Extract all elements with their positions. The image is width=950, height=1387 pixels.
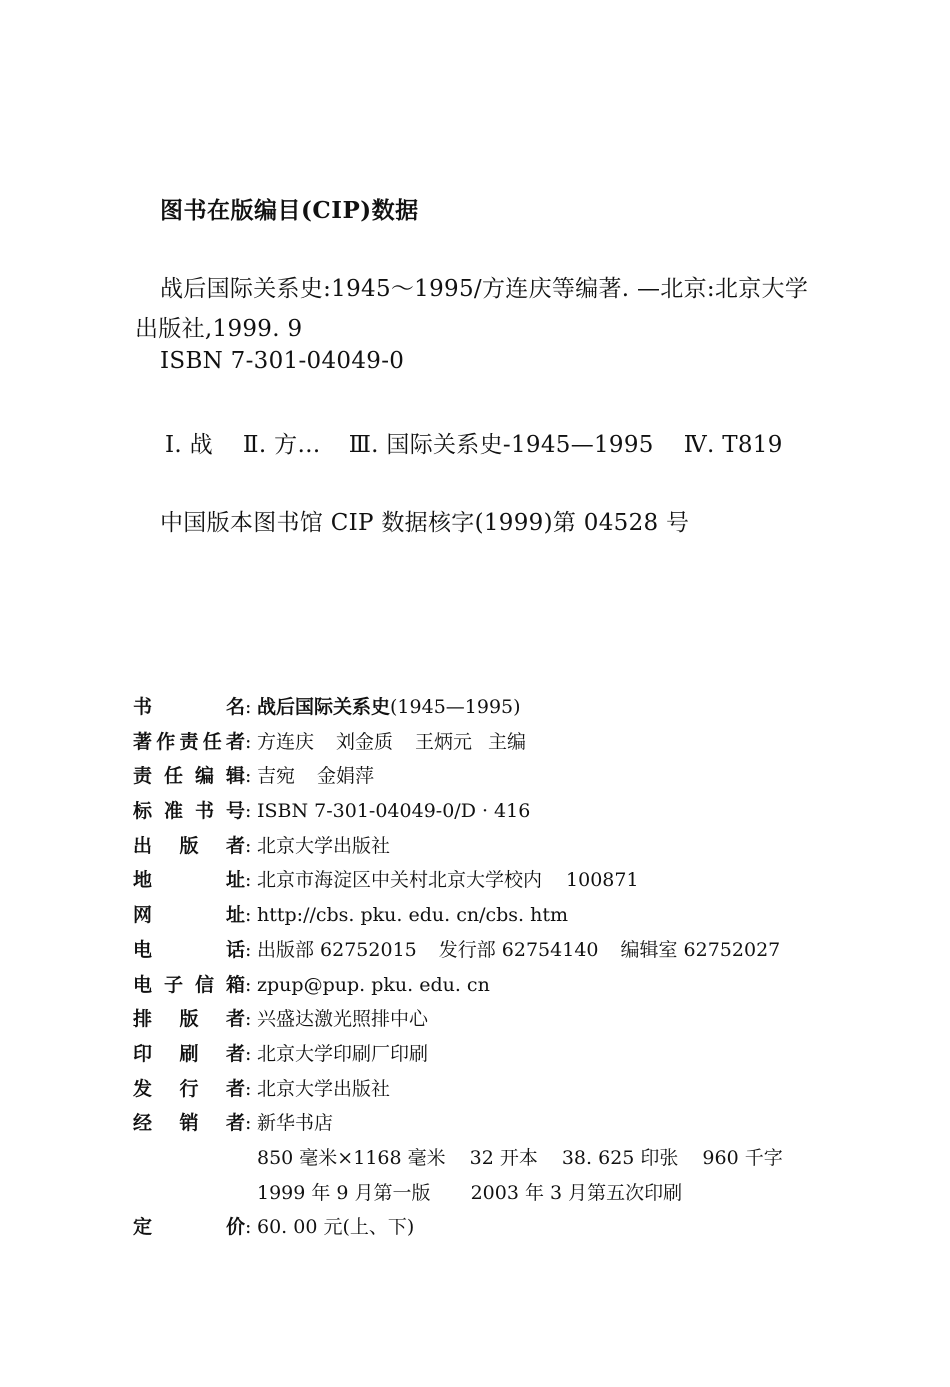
cip-verification: 中国版本图书馆 CIP 数据核字(1999)第 04528 号 (160, 510, 690, 536)
email-address: zpup@pup. pku. edu. cn (257, 973, 490, 996)
info-label: 发 行 者 (133, 1077, 245, 1100)
print-sheets: 38. 625 印张 (561, 1146, 679, 1169)
info-value (257, 759, 374, 794)
editor-2: 金娟萍 (317, 765, 375, 788)
cip-heading: 图书在版编目(CIP)数据 (160, 197, 419, 224)
cip-title-line: 战后国际关系史:1945～1995/方连庆等编著. —北京:北京大学 (160, 276, 809, 302)
info-label: 电 子 信 箱 (133, 973, 245, 996)
info-label: 标 准 书 号 (133, 800, 245, 823)
phone-publishing: 出版部 62752015 (257, 938, 417, 961)
editor-1: 吉宛 (257, 765, 296, 788)
author-1: 方连庆 (257, 730, 315, 753)
author-3: 王炳元 (415, 730, 473, 753)
paper-format: 850 毫米×1168 毫米 (257, 1146, 446, 1169)
index-item-3: Ⅲ. 国际关系史-1945—1995 (348, 432, 654, 458)
info-label: 网 址 (133, 904, 245, 927)
info-value (257, 863, 639, 898)
format-kai: 32 开本 (469, 1146, 538, 1169)
info-label: 经 销 者 (133, 1112, 245, 1135)
info-value (257, 725, 526, 760)
website-url: http://cbs. pku. edu. cn/cbs. htm (257, 904, 569, 927)
first-edition: 1999 年 9 月第一版 (257, 1181, 431, 1204)
info-value: 北京大学出版社 (257, 1077, 391, 1100)
info-value (257, 933, 780, 968)
phone-editorial: 编辑室 62752027 (620, 938, 781, 961)
info-value: 新华书店 (257, 1112, 334, 1135)
print-run: 2003 年 3 月第五次印刷 (470, 1181, 683, 1204)
info-label: 定 价 (133, 1216, 245, 1239)
info-value: 北京大学印刷厂印刷 (257, 1042, 429, 1065)
info-label: 地 址 (133, 869, 245, 892)
cip-isbn: ISBN 7-301-04049-0 (160, 348, 405, 374)
address-text: 北京市海淀区中关村北京大学校内 (257, 869, 543, 892)
index-item-4: Ⅳ. T819 (683, 432, 783, 458)
info-label: 电 话 (133, 938, 245, 961)
info-label: 出 版 者 (133, 834, 245, 857)
cip-publisher-line: 出版社,1999. 9 (135, 316, 303, 342)
info-value (257, 1141, 783, 1176)
info-label: 书 名 (133, 696, 245, 718)
book-title: 战后国际关系史 (257, 696, 391, 718)
info-value: 兴盛达激光照排中心 (257, 1008, 429, 1031)
word-count: 960 千字 (702, 1146, 783, 1169)
book-years: (1945—1995) (390, 696, 521, 718)
index-item-2: Ⅱ. 方… (242, 432, 321, 458)
info-label: 责 任 编 辑 (133, 765, 245, 788)
info-value (257, 1176, 682, 1211)
info-value: 北京大学出版社 (257, 834, 391, 857)
info-label: 著 作 责 任 者 (133, 730, 245, 753)
postal-code: 100871 (566, 869, 639, 892)
info-value (257, 690, 521, 725)
author-role: 主编 (488, 730, 527, 753)
cip-subject-index (165, 426, 783, 459)
index-item-1: Ⅰ. 战 (165, 432, 213, 458)
info-label: 排 版 者 (133, 1008, 245, 1031)
info-value: ISBN 7-301-04049-0/D · 416 (257, 800, 531, 823)
author-2: 刘金质 (336, 730, 394, 753)
phone-distribution: 发行部 62754140 (438, 938, 599, 961)
info-label: 印 刷 者 (133, 1042, 245, 1065)
price-value: 60. 00 元(上、下) (257, 1216, 415, 1239)
copyright-page: 图书在版编目(CIP)数据 战后国际关系史:1945～1995/方连庆等编著. —北京:北京大学 出版社,1999. 9 ISBN 7-301-04049-0 Ⅰ. 战 Ⅱ. 方… Ⅲ. 国际关系史-1945—1995 Ⅳ. T819 中国版本图书馆 CIP 数据核字(1999)第 04528 号 书 名 : 战后国际关系史(1945—1995) 著 作 责 任 者 : 方连庆 刘金质 王炳元 主编 责 任 编 辑 : 吉宛 金娟萍 标 准 书 号 : ISBN 7-301-04049-0/D · 416 出 版 者 : 北京大学出版社 地 址 : 北京市海淀区中关村北京大学校内 100871 网 址 : http://cbs. pku. edu. cn/cbs. htm 电 话 : 出版部 62752015 发行部 62754140 编辑室 62752027 电 子 信 箱 : zpup@pup. pku. edu. cn 排 版 者 : 兴盛达激光照排中心 印 刷 者 : 北京大学印刷厂印刷 发 行 者 : 北京大学出版社 经 销 者 : 新华书店 850 毫米×1168 毫米 32 开本 38. 625 印张 960 千字 1999 年 9 月第一版 2003 年 3 月第五次印刷 定 价 : 60. 00 元(上、下) (0, 0, 950, 1387)
